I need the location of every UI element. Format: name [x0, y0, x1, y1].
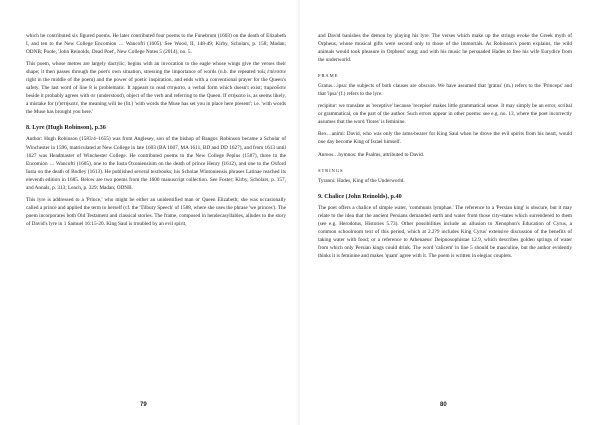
- page-number: 80: [440, 402, 447, 408]
- paragraph: This lyre is addressed to a 'Prince,' who might be either an unidentified man or Queen Elizabeth; she was occasionally called a prince and applied the term to herself (cf. the 'Tilbury Speech' of 1588, where she uses the phrase 'we princes'). The poem incorporates both Old Testament and classical stories. The frame, composed in hendecasyllables, alludes to the story of David's lyre in 1 Samuel 16:15-20. King Saul is troubled by an evil spirit,: [26, 196, 286, 227]
- paragraph: Rex…animi: David, who was only the arms-bearer for King Saul when he drove the evil spirits from his heart, would one day become King of Israel himself.: [318, 131, 572, 146]
- paragraph: Gratus…ipsa: the subjects of both clauses are obscure. We have assumed that 'gratus' (m.) refers to the 'Princeps' and that 'ipsa' (f.) refers to the lyre.: [318, 83, 572, 98]
- paragraph: Tyranni: Hades, King of the Underworld.: [318, 177, 405, 184]
- paragraph: which he contributed six figured poems. He later contributed four poems to the Funebrum (1603) on the death of Elizabeth I, and ten to the New College Encomion … Wancofti (1605). See Wood, II, 148-49; Kirby, Scholars, p. 158; Madan; ODNB; Poole, 'John Reinolds, Dead Poet', New College Notes 5 (2014), no. 5.: [26, 33, 286, 56]
- paragraph: This poem, whose metres are largely dactylic, begins with an invocation to the eagle whose wings give the verses their shape; it then passes through the poet's own situation, stressing the importance of words (n.b. the repeated τοῖς ἐπέεσσιν right in the middle of the poem) and the power of poetic inspiration, and ends with a conventional prayer for the Queen's safety. The last word of line 8 is problematic. It appears to read στηκατο, a verbal form which doesn't exist; παρεοῦσιν beside it probably agrees with σε (understood), object of the verb and referring to the Queen. If στήκατο is, as seems likely, a mistake for (ἐ)στήκατε, the meaning will be (lit.) 'with words the Muse has set you in place here present'; i.e. 'with words the Muse has brought you here.': [26, 61, 286, 116]
- right-page-text: [318, 32, 572, 260]
- paragraph: The poet offers a chalice of simple water, 'communis lymphae.' The reference to a 'Persian king' is obscure, but it may relate to the idea that the ancient Persians demanded earth and water from those city-states which surrendered to them (see e.g. Herodotus, Histories 5.73). Other possibilities include an allusion to Xenophon's Education of Cyrus, a common schoolroom text of this period, which at 2.2?9 includes King Cyrus' extensive discussion of the benefits of taking water with food; or a reference to Athenaeus' Deipnosophistae 12.9, which describes golden springs of water from which only Persian kings could drink. The word 'calicem' in line 5 should be masculine, but the author evidently thinks it is feminine and makes 'quam' agree with it. The poem is written in elegiac couplets.: [318, 204, 572, 259]
- subsection-heading: STRINGS: [318, 167, 344, 173]
- section-heading: 8. Lyre (Hugh Robinson), p.36: [26, 124, 106, 132]
- paragraph: Author: Hugh Robinson (1583/4–1655) was from Anglesey, son of the bishop of Bangor. Robinson became a Scholar of Winchester in 1596, matriculated at New College in late 1603 (BA 1607, MA 1611, BD and DD 1627), and from 1613 until 1627 was Headmaster of Winchester College. He contributed poems to the New College Peplus (1587), three to the Encomion … Wancofti (1605), one to the Iusta Oxoniensium on the death of prince Henry (1612), and one to the Oxford Iusta on the death of Bodley (1613). He published several textbooks; his Scholae Wintoniensis phrases Latinae reached its eleventh edition in 1685. Below are two poems from the 1600 manuscript collection. See Foster; Kirby, Scholars, p. 157, and Annals, p. 313; Leach, p. 329; Madan; ODNB.: [26, 136, 286, 191]
- paragraph: Aureos…hymnos: the Psalms, attributed to David.: [318, 151, 425, 158]
- left-page-text: [26, 32, 286, 228]
- right-page: [300, 0, 600, 425]
- section-heading: 9. Chalice (John Reinolds), p.40: [318, 192, 402, 200]
- paragraph: and David banishes the demon by playing his lyre. The verses which make up the strings evoke the Greek myth of Orpheus, whose musical gifts were second only to those of the immortals. As Robinson's poem explains, the wild animals would took pleasure in Orpheus' song; and with his music he persuaded Hades to free his wife Eurydice from the underworld.: [318, 33, 572, 64]
- subsection-heading: FRAME: [318, 73, 339, 79]
- page-number: 79: [140, 402, 147, 408]
- paragraph: recipitur: we translate as 'receptive' because 'recepise' makes little grammatical sense. It may simply be an error, scribal or grammatical, on the part of the author. Such errors appear in other poems: see e.g. no. 13, where the poet incorrectly assumes that the word 'flores' is feminine.: [318, 103, 572, 126]
